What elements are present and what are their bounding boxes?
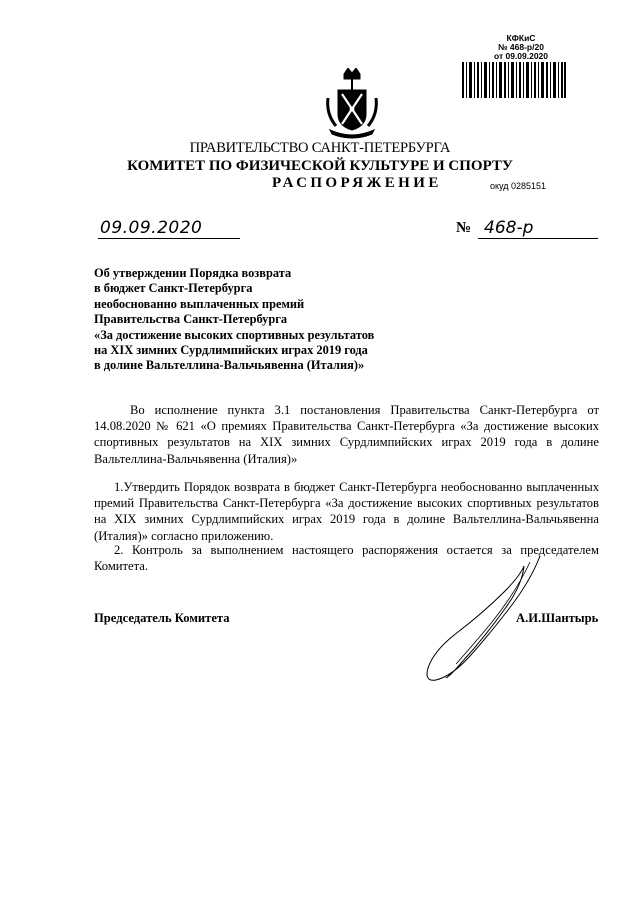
signatory-name: А.И.Шантырь xyxy=(516,611,599,625)
barcode-icon xyxy=(462,62,566,98)
title-line: «За достижение высоких спортивных результатов xyxy=(94,327,375,342)
committee-name: КОМИТЕТ ПО ФИЗИЧЕСКОЙ КУЛЬТУРЕ И СПОРТУ xyxy=(127,158,513,174)
registration-stamp xyxy=(484,34,558,61)
stamp-org: КФКиС xyxy=(506,33,536,43)
title-line: Правительства Санкт-Петербурга xyxy=(94,312,288,327)
stamp-date: от 09.09.2020 xyxy=(493,51,549,61)
handwritten-date: 09.09.2020 xyxy=(100,218,203,238)
title-line: на XIX зимних Сурдлимпийских играх 2019 года xyxy=(94,343,368,358)
title-line: Об утверждении Порядка возврата xyxy=(94,266,292,280)
handwritten-number: 468-р xyxy=(484,218,534,238)
signatory-position: Председатель Комитета xyxy=(94,611,230,625)
okud-code: окуд 0285151 xyxy=(490,181,547,191)
document-type: РАСПОРЯЖЕНИЕ xyxy=(272,175,442,191)
title-line: в долине Вальтеллина-Вальчьявенна (Италия)» xyxy=(94,358,365,373)
title-line: в бюджет Санкт-Петербурга xyxy=(94,281,253,296)
preamble-paragraph: Во исполнение пункта 3.1 постановления Правительства Санкт-Петербурга от 14.08.2020 № 621 «О премиях Правительства Санкт-Петербурга «За достижение высоких спортивных результатов на XIX зимних Сурдлимпийских играх 2019 года в долине Вальтеллина-Вальчьявенна (Италия)» xyxy=(94,403,599,466)
document-title xyxy=(94,266,434,374)
clause-1-paragraph: 1.Утвердить Порядок возврата в бюджет Санкт-Петербурга необоснованно выплаченных премий Правительства Санкт-Петербурга «За достижение высоких спортивных результатов на XIX зимних Сурдлимпийских играх 2019 года в долине Вальтеллина-Вальчьявенна (Италия)» согласно приложению. xyxy=(94,480,599,543)
number-label: № xyxy=(456,220,472,236)
stamp-number: № 468-р/20 xyxy=(498,42,544,52)
clause-2-paragraph: 2. Контроль за выполнением настоящего распоряжения остается за председателем Комитета. xyxy=(94,543,599,574)
handwritten-signature xyxy=(412,552,552,692)
title-line: необоснованно выплаченных премий xyxy=(94,296,305,311)
government-name: ПРАВИТЕЛЬСТВО САНКТ-ПЕТЕРБУРГА xyxy=(189,140,451,156)
coat-of-arms-icon xyxy=(324,68,380,140)
